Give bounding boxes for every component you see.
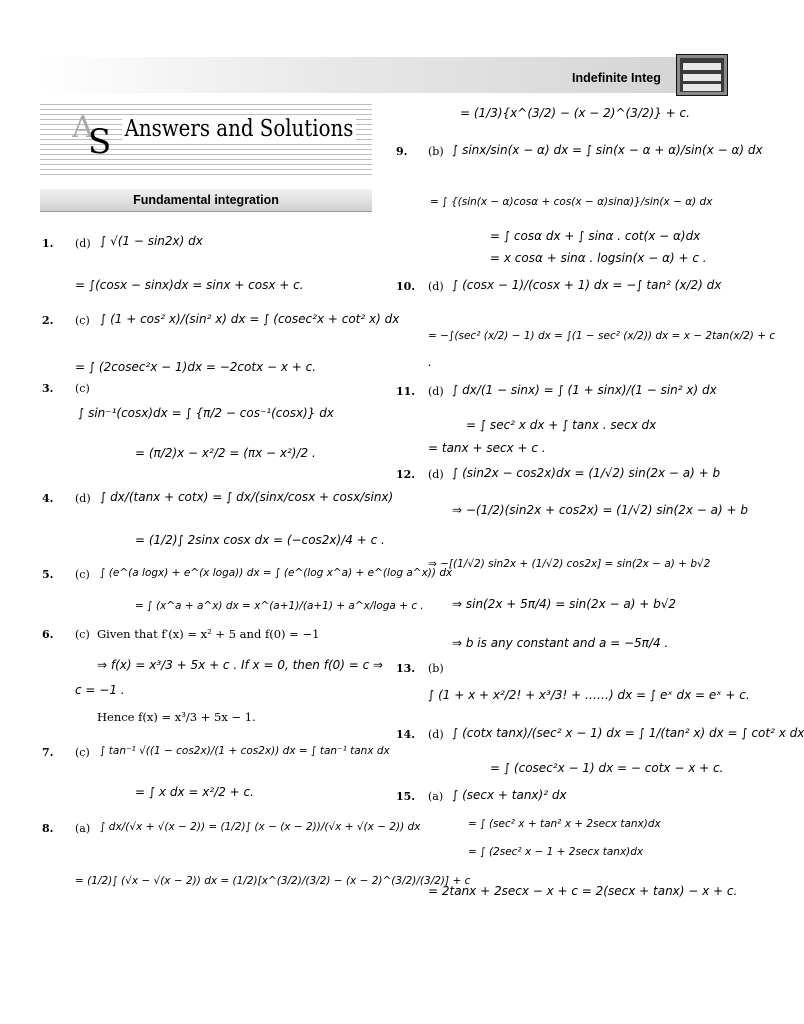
solution-line: ∫ (cosx − 1)/(cosx + 1) dx = −∫ tan² (x/2) dx [452, 278, 722, 292]
answer-option: (d) [75, 237, 91, 250]
solution-line: ⇒ −(1/2)(sin2x + cos2x) = (1/√2) sin(2x − a) + b [452, 503, 748, 517]
solution-line: = ∫ {(sin(x − α)cosα + cos(x − α)sinα)}/sin(x − α) dx [430, 196, 713, 208]
solution-line: ∫ (sin2x − cos2x)dx = (1/√2) sin(2x − a) + b [452, 466, 721, 480]
answer-option: (c) [75, 382, 90, 395]
answer-option: (d) [428, 385, 444, 398]
answer-option: (c) [75, 314, 90, 327]
question-number: 3. [42, 382, 54, 395]
solution-line: ⇒ sin(2x + 5π/4) = sin(2x − a) + b√2 [452, 597, 676, 611]
solution-line: = ∫ sec² x dx + ∫ tanx . secx dx [466, 418, 657, 432]
solution-line: ∫ sinx/sin(x − α) dx = ∫ sin(x − α + α)/sin(x − α) dx [452, 143, 763, 157]
solution-line: ∫ (1 + x + x²/2! + x³/3! + ……) dx = ∫ eˣ dx = eˣ + c. [428, 688, 750, 702]
question-number: 9. [396, 145, 408, 158]
solution-line: = ∫ (2cosec²x − 1)dx = −2cotx − x + c. [75, 360, 317, 374]
answer-option: (a) [428, 790, 444, 803]
answer-option: (c) [75, 568, 90, 581]
question-number: 13. [396, 662, 416, 675]
answer-option: (d) [428, 280, 444, 293]
answer-option: (b) [428, 662, 444, 675]
question-number: 12. [396, 468, 416, 481]
solution-line: ∫ (secx + tanx)² dx [452, 788, 567, 802]
solution-line: = ∫(cosx − sinx)dx = sinx + cosx + c. [75, 278, 304, 292]
section-subtitle: Fundamental integration [133, 193, 279, 207]
answer-option: (d) [428, 728, 444, 741]
solution-line: c = −1 . [75, 683, 125, 697]
solution-line: = (1/3){x^(3/2) − (x − 2)^(3/2)} + c. [460, 106, 690, 120]
solution-line: = (π/2)x − x²/2 = (πx − x²)/2 . [135, 446, 316, 460]
question-number: 4. [42, 492, 54, 505]
chapter-badge-icon [676, 54, 728, 96]
solution-line: ⇒ −[(1/√2) sin2x + (1/√2) cos2x] = sin(2x − a) + b√2 [428, 558, 711, 570]
solution-line: ∫ dx/(tanx + cotx) = ∫ dx/(sinx/cosx + cosx/sinx) [100, 490, 394, 504]
answer-option: (b) [428, 145, 444, 158]
solution-line: ∫ (cotx tanx)/(sec² x − 1) dx = ∫ 1/(tan² x) dx = ∫ cot² x dx [452, 726, 804, 740]
solution-line: ∫ dx/(√x + √(x − 2)) = (1/2)∫ (x − (x − 2))/(√x + √(x − 2)) dx [100, 821, 421, 833]
solution-line: = (1/2)∫ 2sinx cosx dx = (−cos2x)/4 + c . [135, 533, 385, 547]
logo-letter-a: A [72, 110, 94, 145]
solution-line: = ∫ (sec² x + tan² x + 2secx tanx)dx [468, 818, 661, 830]
solution-line: ⇒ b is any constant and a = −5π/4 . [452, 636, 669, 650]
answer-option: (c) [75, 628, 90, 641]
question-number: 10. [396, 280, 416, 293]
answer-option: (d) [75, 492, 91, 505]
solution-line: = x cosα + sinα . logsin(x − α) + c . [490, 251, 707, 265]
solution-line: Given that f′(x) = x² + 5 and f(0) = −1 [97, 627, 320, 641]
question-number: 7. [42, 746, 54, 759]
solution-line: ∫ √(1 − sin2x) dx [100, 234, 203, 248]
solution-line: = 2tanx + 2secx − x + c = 2(secx + tanx) − x + c. [428, 884, 738, 898]
solution-line: = ∫ (cosec²x − 1) dx = − cotx − x + c. [490, 761, 724, 775]
question-number: 8. [42, 822, 54, 835]
question-number: 1. [42, 237, 54, 250]
solution-line: = tanx + secx + c . [428, 441, 546, 455]
question-number: 6. [42, 628, 54, 641]
question-number: 15. [396, 790, 416, 803]
solution-line: Hence f(x) = x³/3 + 5x − 1. [97, 710, 256, 724]
solution-line: = ∫ (x^a + a^x) dx = x^(a+1)/(a+1) + a^x/loga + c . [135, 600, 424, 612]
solution-line: ∫ dx/(1 − sinx) = ∫ (1 + sinx)/(1 − sin² x) dx [452, 383, 717, 397]
solution-line: ∫ (e^(a logx) + e^(x loga)) dx = ∫ (e^(log x^a) + e^(log a^x)) dx [100, 567, 453, 579]
question-number: 11. [396, 385, 416, 398]
answer-option: (d) [428, 468, 444, 481]
solution-line: = ∫ (2sec² x − 1 + 2secx tanx)dx [468, 846, 644, 858]
solution-line: ∫ tan⁻¹ √((1 − cos2x)/(1 + cos2x)) dx = ∫ tan⁻¹ tanx dx [100, 745, 390, 757]
solution-line: = −∫(sec² (x/2) − 1) dx = ∫(1 − sec² (x/2)) dx = x − 2tan(x/2) + c [428, 330, 776, 342]
solution-line: . [428, 355, 432, 369]
solution-line: = ∫ cosα dx + ∫ sinα . cot(x − α)dx [490, 229, 701, 243]
question-number: 2. [42, 314, 54, 327]
solution-line: = (1/2)∫ (√x − √(x − 2)) dx = (1/2)[x^(3/2)/(3/2) − (x − 2)^(3/2)/(3/2)] + c [75, 875, 471, 887]
logo-letter-s: S [88, 122, 112, 162]
answer-option: (a) [75, 822, 91, 835]
answer-option: (c) [75, 746, 90, 759]
solution-line: ∫ (1 + cos² x)/(sin² x) dx = ∫ (cosec²x + cot² x) dx [100, 312, 400, 326]
question-number: 5. [42, 568, 54, 581]
solution-line: = ∫ x dx = x²/2 + c. [135, 785, 254, 799]
question-number: 14. [396, 728, 416, 741]
solution-line: ∫ sin⁻¹(cosx)dx = ∫ {π/2 − cos⁻¹(cosx)} dx [78, 406, 334, 420]
solution-line: ⇒ f(x) = x³/3 + 5x + c . If x = 0, then f(0) = c ⇒ [97, 658, 384, 672]
section-title: Answers and Solutions [122, 116, 356, 142]
chapter-title: Indefinite Integ [572, 71, 661, 85]
